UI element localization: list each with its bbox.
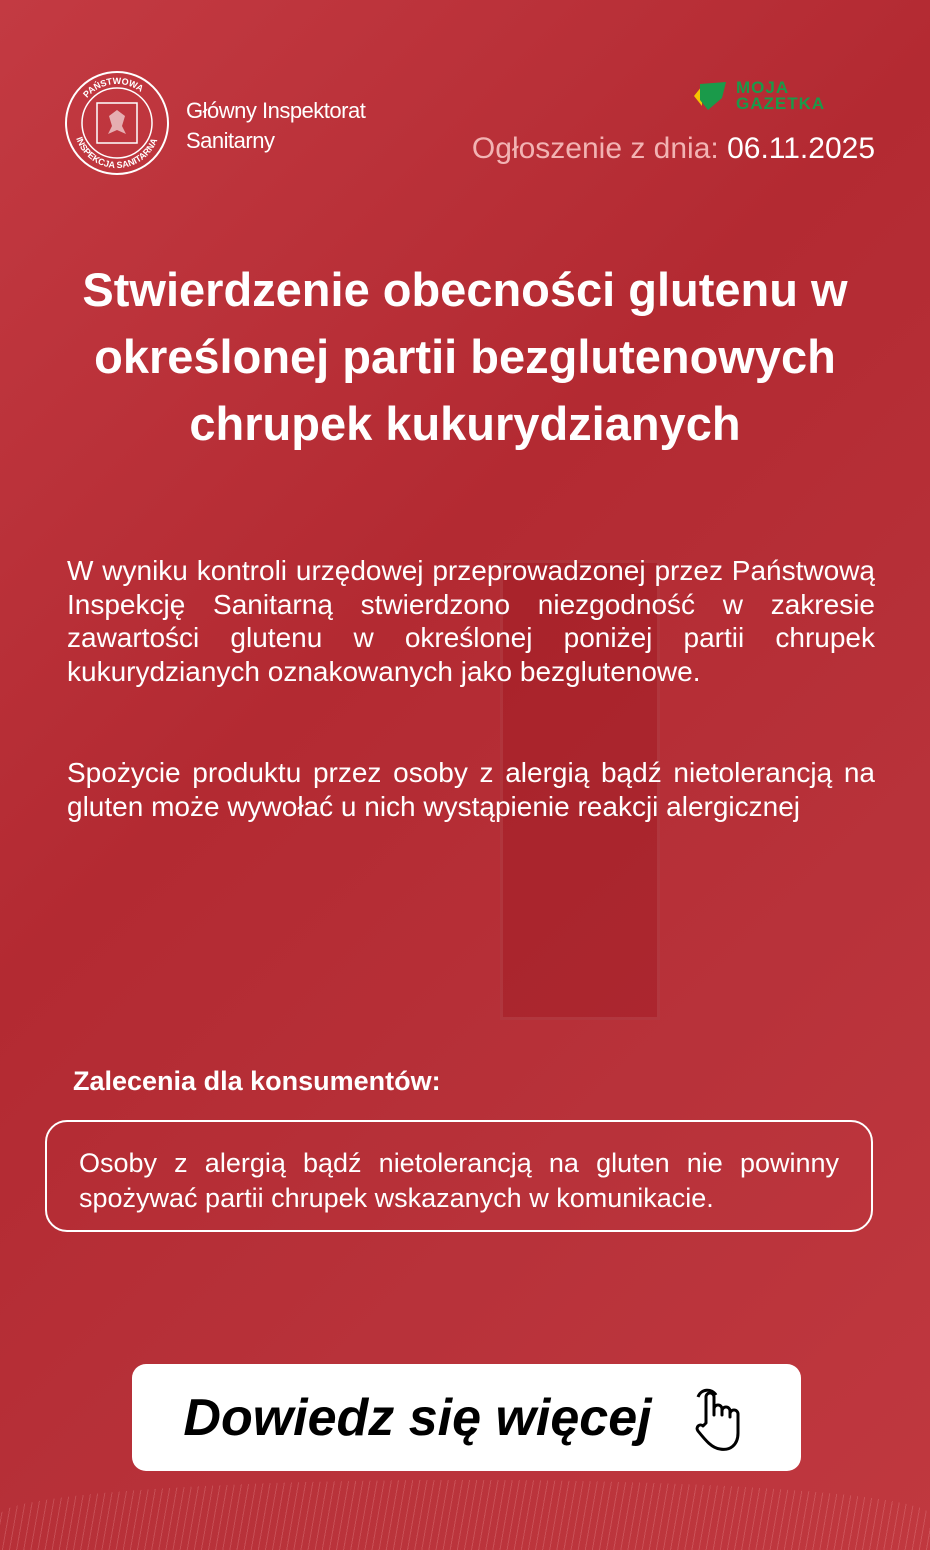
recommendations-title: Zalecenia dla konsumentów: (73, 1066, 441, 1096)
announcement-date (472, 132, 875, 166)
moja-gazetka-logo (692, 80, 876, 112)
date-value: 06.11.2025 (727, 132, 875, 165)
svg-text:PAŃSTWOWA: PAŃSTWOWA (81, 75, 146, 100)
learn-more-label: Dowiedz się więcej (183, 1388, 652, 1447)
moja-gazetka-icon (692, 80, 730, 112)
learn-more-button[interactable] (132, 1364, 801, 1471)
org-name-line1: Główny Inspektorat (186, 98, 366, 123)
hand-pointer-icon (692, 1383, 750, 1453)
recommendations-box: Osoby z alergią bądź nietolerancją na gluten nie powinny spożywać partii chrupek wskazanych w komunikacie. (45, 1120, 873, 1232)
date-label: Ogłoszenie z dnia: (471, 132, 719, 165)
svg-text:INSPEKCJA SANITARNA: INSPEKCJA SANITARNA (74, 135, 160, 171)
gis-seal-logo (64, 70, 170, 176)
moja-gazetka-text: MOJA GAZETKA (736, 78, 826, 113)
paragraph-1: W wyniku kontroli urzędowej przeprowadzonej przez Państwową Inspekcję Sanitarną stwierdzono niezgodność w zakresie zawartości glutenu w określonej poniżej partii chrupek kukurydzianych oznakowanych jako bezglutenowe. (67, 555, 875, 687)
paragraph-2: Spożycie produktu przez osoby z alergią bądź nietolerancją na gluten może wywołać u nich wystąpienie reakcji alergicznej (67, 757, 875, 822)
page-title: Stwierdzenie obecności glutenu w określonej partii bezglutenowych chrupek kukurydzianych (82, 263, 848, 450)
org-name (186, 96, 365, 156)
org-name-line2: Sanitarny (186, 128, 275, 153)
wave-decoration (0, 1480, 930, 1550)
